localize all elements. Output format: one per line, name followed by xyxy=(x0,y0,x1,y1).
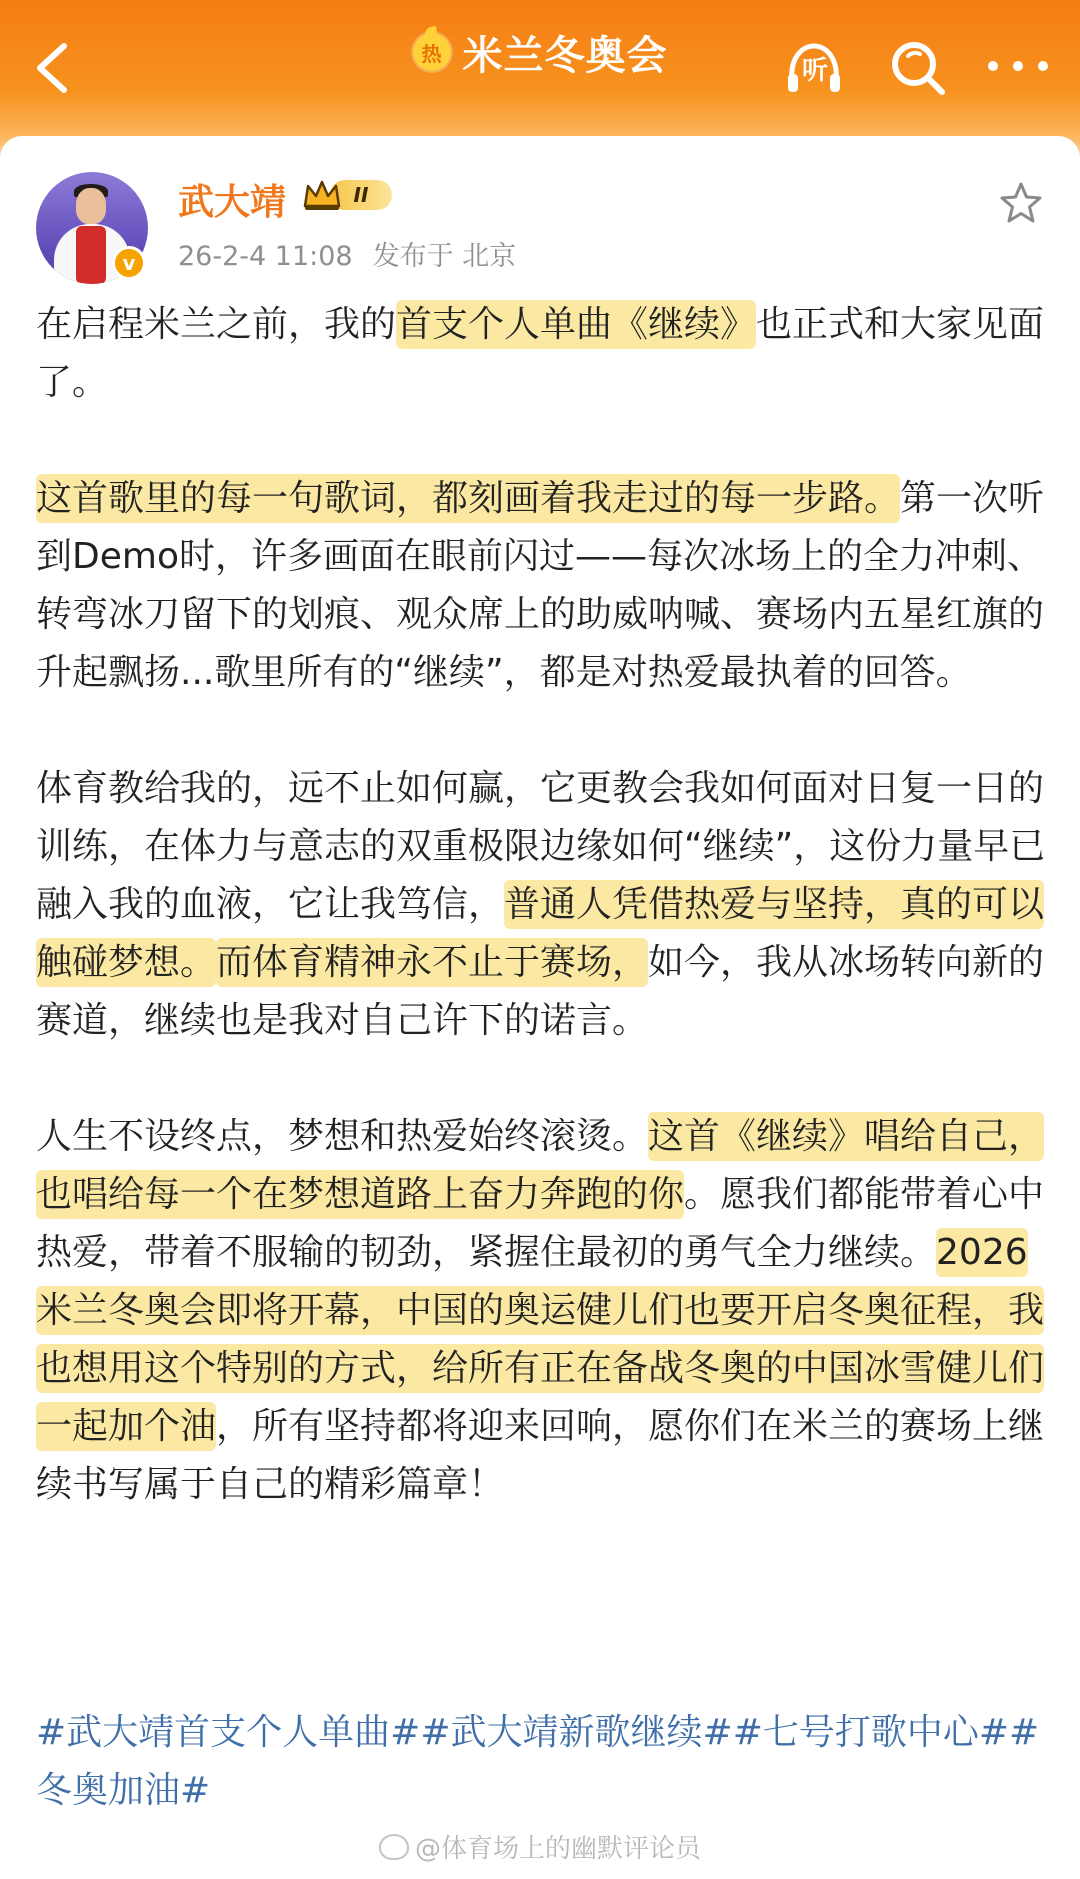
highlighted-text: 普通人凭借热爱与坚持，真的可以触碰梦想。 xyxy=(36,884,1045,983)
author-name[interactable]: 武大靖 xyxy=(178,182,287,223)
listen-button[interactable] xyxy=(782,36,850,100)
listen-label: 听 xyxy=(801,56,828,86)
watermark-text: @体育场上的幽默评论员 xyxy=(414,1834,701,1864)
post-card xyxy=(0,136,1080,1879)
search-icon xyxy=(886,36,950,100)
verified-badge-icon: v xyxy=(112,246,146,280)
post-text-segment: 在启程米兰之前，我的 xyxy=(36,304,397,345)
post-paragraph xyxy=(36,1108,1048,1514)
post-timestamp: 26-2-4 11:08 xyxy=(178,241,353,272)
post-text-segment: 如今，我从冰场转向新的赛道，继续也是我对自己许下的诺言。 xyxy=(36,942,1045,1041)
crown-icon xyxy=(302,178,342,212)
highlighted-text: 而体育精神永不止于赛场， xyxy=(216,942,649,983)
favorite-button[interactable] xyxy=(998,180,1044,226)
post-paragraph xyxy=(36,296,1048,412)
watermark xyxy=(0,1828,1080,1865)
post-location: 发布于 北京 xyxy=(372,241,517,272)
post-paragraph xyxy=(36,760,1048,1050)
page-title: 米兰冬奥会 xyxy=(462,32,668,79)
post-text-segment: 也正式和大家见面了。 xyxy=(36,304,1045,403)
post-paragraph xyxy=(36,470,1048,702)
post-text-segment: 体育教给我的，远不止如何赢，它更教会我如何面对日复一日的训练，在体力与意志的双重极限边缘如何“继续”，这份力量早已融入我的血液，它让我笃信， xyxy=(36,768,1046,925)
top-nav-bar xyxy=(0,0,1080,150)
post-text-segment: 。愿我们都能带着心中热爱，带着不服输的韧劲，紧握住最初的勇气全力继续。 xyxy=(36,1174,1045,1273)
hashtag-link[interactable]: #武大靖首支个人单曲# xyxy=(36,1712,421,1753)
hashtag-list xyxy=(36,1704,1048,1820)
highlighted-text: 这首《继续》唱给自己，也唱给每一个在梦想道路上奋力奔跑的你 xyxy=(36,1116,1045,1215)
level-pill: II xyxy=(330,180,392,210)
avatar-jacket-stripe xyxy=(76,226,106,284)
hashtag-link[interactable]: #七号打歌中心# xyxy=(732,1712,1010,1753)
post-body xyxy=(36,296,1048,1514)
post-text-segment: 人生不设终点，梦想和热爱始终滚烫。 xyxy=(36,1116,649,1157)
star-icon xyxy=(998,180,1044,226)
weibo-logo-icon xyxy=(379,1834,409,1860)
hashtag-link[interactable]: #冬奥加油# xyxy=(36,1712,1040,1811)
post-text-segment: 第一次听到Demo时，许多画面在眼前闪过——每次冰场上的全力冲刺、转弯冰刀留下的划痕、观众席上的助威呐喊、赛场内五星红旗的升起飘扬...歌里所有的“继续”，都是对热爱最执着的回答。 xyxy=(36,478,1045,693)
more-options-button[interactable] xyxy=(988,56,1048,76)
avatar-face xyxy=(76,188,106,224)
highlighted-text: 首支个人单曲《继续》 xyxy=(396,304,757,345)
hot-topic-icon: 热 xyxy=(413,33,451,71)
post-meta xyxy=(178,234,516,273)
member-level-badge[interactable] xyxy=(302,176,394,216)
search-button[interactable] xyxy=(886,36,950,100)
highlighted-text: 2026米兰冬奥会即将开幕，中国的奥运健儿们也要开启冬奥征程，我也想用这个特别的方式，给所有正在备战冬奥的中国冰雪健儿们一起加个油 xyxy=(36,1232,1045,1447)
post-text-segment: ，所有坚持都将迎来回响，愿你们在米兰的赛场上继续书写属于自己的精彩篇章！ xyxy=(36,1406,1045,1505)
highlighted-text: 这首歌里的每一句歌词，都刻画着我走过的每一步路。 xyxy=(36,478,901,519)
hashtag-link[interactable]: #武大靖新歌继续# xyxy=(420,1712,733,1753)
more-dot-icon xyxy=(988,61,998,71)
more-dot-icon xyxy=(1038,61,1048,71)
more-dot-icon xyxy=(1013,61,1023,71)
